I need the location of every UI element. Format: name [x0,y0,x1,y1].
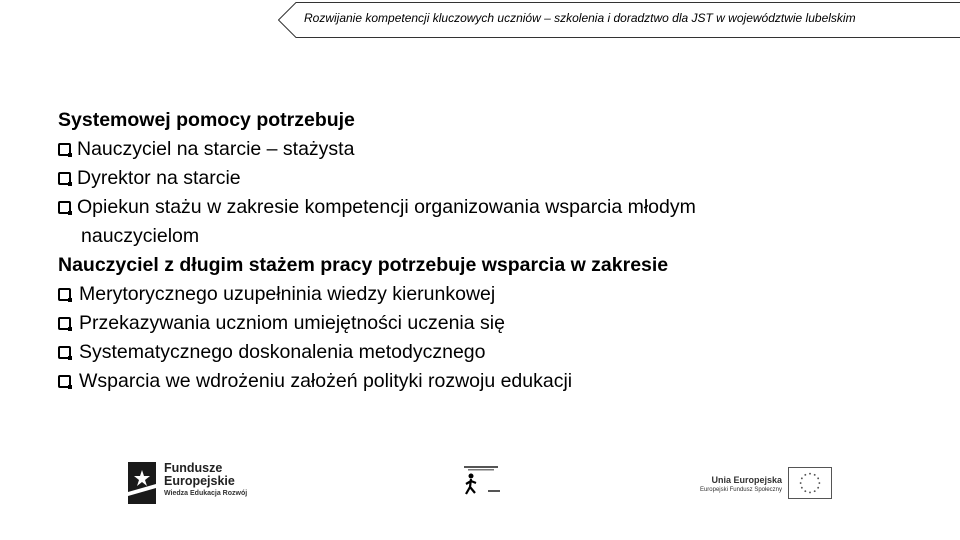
checkbox-bullet-icon [58,143,71,156]
partner-logo [462,465,506,501]
list-item-continuation: nauczycielom [81,225,200,247]
list-item: Opiekun stażu w zakresie kompetencji organizowania wsparcia młodym [58,193,918,222]
list-item: Nauczyciel na starcie – stażysta [58,135,918,164]
list-item: Systematycznego doskonalenia metodycznego [58,338,918,367]
slide-content [58,106,918,396]
ue-logo-line2: Europejski Fundusz Społeczny [699,487,782,493]
list-item: Dyrektor na starcie [58,164,918,193]
fe-star-flag-icon [128,462,156,504]
fe-logo-line3: Wiedza Edukacja Rozwój [164,490,248,497]
ue-logo-line1: Unia Europejska [711,475,782,485]
banner-title: Rozwijanie kompetencji kluczowych uczniów – szkolenia i doradztwo dla JST w województwie lubelskim [304,11,856,25]
checkbox-bullet-icon [58,346,71,359]
heading-systemic-help: Systemowej pomocy potrzebuje [58,109,355,131]
checkbox-bullet-icon [58,172,71,185]
checkbox-bullet-icon [58,375,71,388]
list-item: Wsparcia we wdrożeniu założeń polityki rozwoju edukacji [58,367,918,396]
walking-figure-icon [462,465,506,501]
unia-europejska-logo [688,467,834,501]
header-banner [278,2,960,38]
list-item: Merytorycznego uzupełninia wiedzy kierunkowej [58,280,918,309]
checkbox-bullet-icon [58,288,71,301]
fe-logo-line2: Europejskie [164,474,235,488]
list-item: Przekazywania uczniom umiejętności uczenia się [58,309,918,338]
checkbox-bullet-icon [58,317,71,330]
eu-flag-icon [788,467,832,499]
heading-experienced-teacher: Nauczyciel z długim stażem pracy potrzebuje wsparcia w zakresie [58,254,669,276]
fe-logo-line1: Fundusze [164,461,223,475]
fundusze-europejskie-logo [128,459,260,505]
checkbox-bullet-icon [58,201,71,214]
